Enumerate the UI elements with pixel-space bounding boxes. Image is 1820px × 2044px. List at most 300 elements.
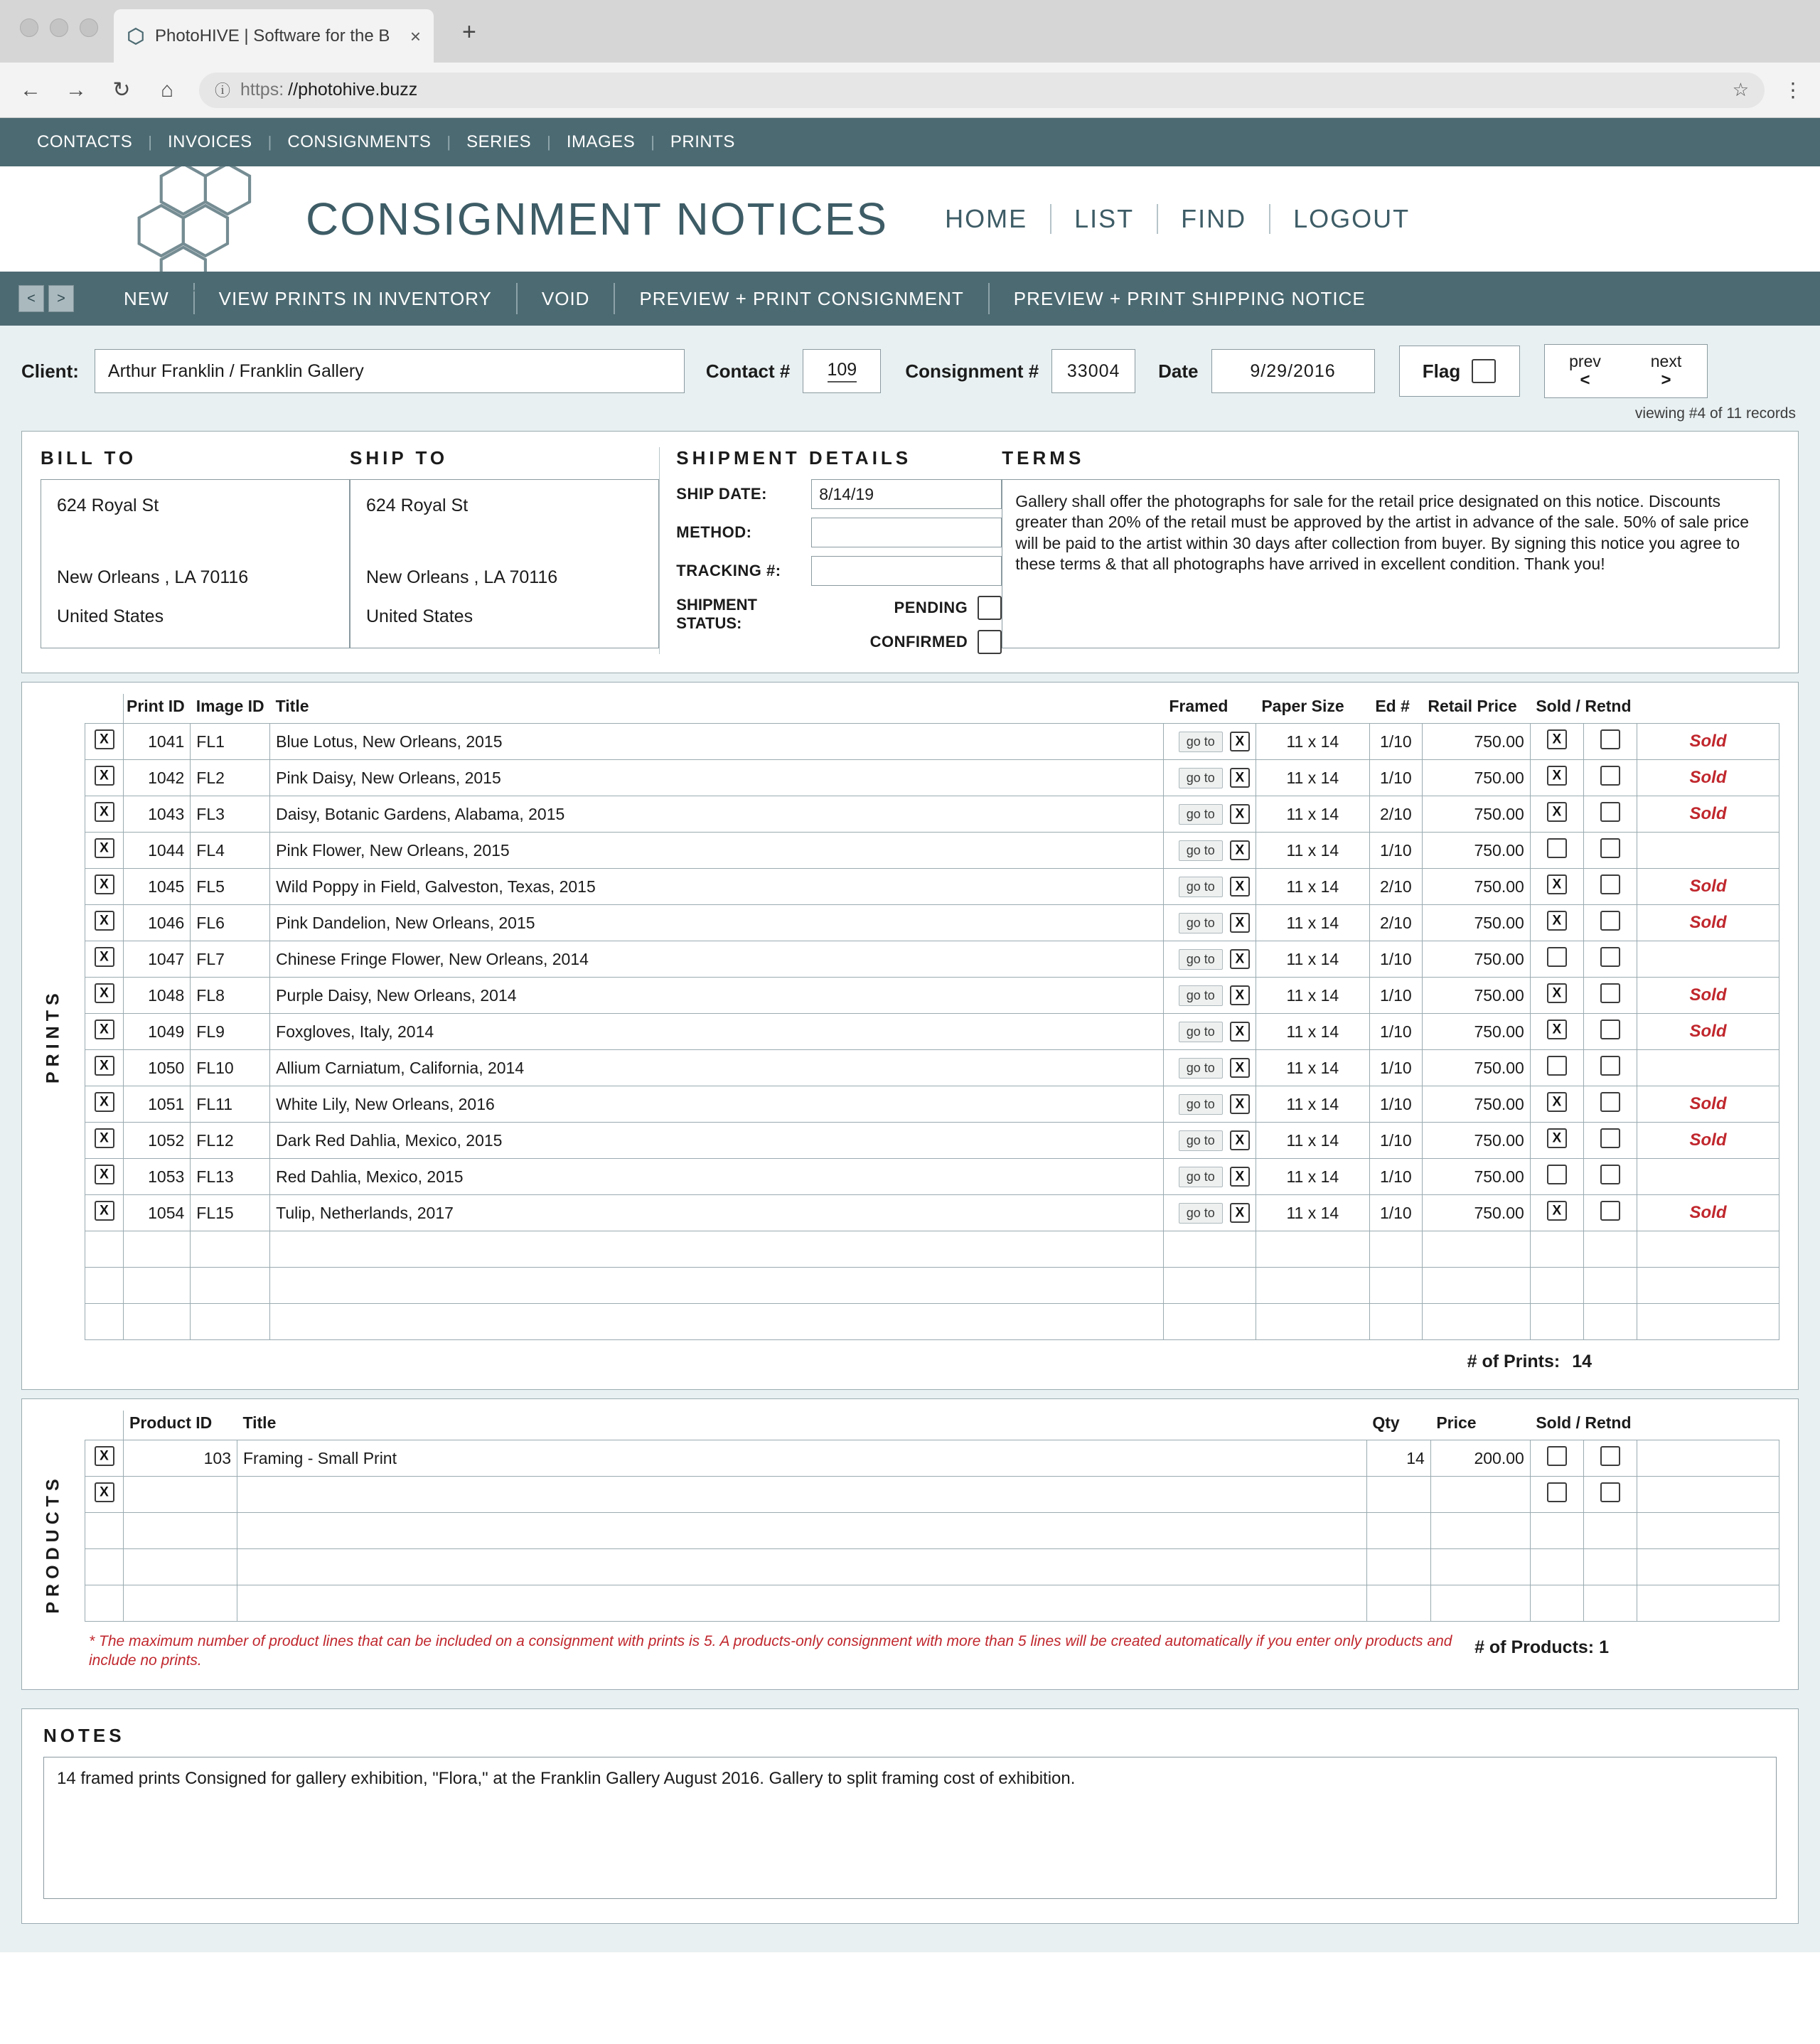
sold-checkbox[interactable]	[1547, 1056, 1567, 1076]
tab-title: PhotoHIVE | Software for the B	[155, 26, 390, 46]
row-delete-cell[interactable]	[85, 941, 124, 978]
go-to-print-button[interactable]: go to	[1179, 985, 1223, 1006]
retnd-checkbox[interactable]	[1600, 766, 1620, 786]
print-title-cell[interactable]: White Lily, New Orleans, 2016	[270, 1086, 1164, 1123]
framed-cell[interactable]	[1163, 833, 1256, 869]
retnd-cell[interactable]	[1583, 1268, 1637, 1304]
tracking-number-input[interactable]	[811, 556, 1002, 586]
edition-cell: 1/10	[1369, 724, 1422, 760]
sold-checkbox[interactable]	[1547, 766, 1567, 786]
retail-price-cell[interactable]	[1422, 1231, 1530, 1268]
framed-cell[interactable]	[1163, 796, 1256, 833]
edition-cell: 1/10	[1369, 833, 1422, 869]
date-label: Date	[1158, 360, 1199, 382]
sold-checkbox[interactable]	[1547, 1482, 1567, 1502]
bill-to-address[interactable]	[41, 479, 350, 648]
retnd-checkbox[interactable]	[1600, 838, 1620, 858]
header-link-find[interactable]: FIND	[1181, 204, 1247, 233]
retnd-cell[interactable]	[1583, 1549, 1637, 1585]
product-title-cell[interactable]	[237, 1513, 1367, 1549]
close-window-button[interactable]	[20, 18, 38, 37]
retail-price-cell[interactable]: 750.00	[1422, 869, 1530, 905]
retnd-cell[interactable]	[1583, 1440, 1637, 1477]
delete-row-checkbox[interactable]	[95, 1201, 114, 1221]
retail-price-cell[interactable]: 750.00	[1422, 1195, 1530, 1231]
framed-cell[interactable]	[1163, 869, 1256, 905]
retail-price-cell[interactable]: 750.00	[1422, 941, 1530, 978]
product-title-cell[interactable]	[237, 1585, 1367, 1622]
table-row[interactable]	[85, 796, 1779, 833]
delete-row-checkbox[interactable]	[95, 1165, 114, 1184]
method-input[interactable]	[811, 518, 1002, 547]
retail-price-cell[interactable]: 750.00	[1422, 1014, 1530, 1050]
client-input[interactable]: Arthur Franklin / Franklin Gallery	[95, 349, 685, 393]
record-stepper[interactable]	[18, 285, 74, 312]
retnd-cell[interactable]	[1583, 1014, 1637, 1050]
table-row[interactable]	[85, 869, 1779, 905]
print-title-cell[interactable]: Daisy, Botanic Gardens, Alabama, 2015	[270, 796, 1164, 833]
nav-item-prints[interactable]: PRINTS	[670, 132, 735, 151]
print-id-cell: 1041	[124, 724, 191, 760]
row-delete-cell[interactable]	[85, 1231, 124, 1268]
print-title-cell[interactable]: Wild Poppy in Field, Galveston, Texas, 2015	[270, 869, 1164, 905]
table-row[interactable]	[85, 1159, 1779, 1195]
framed-checkbox[interactable]	[1230, 1058, 1250, 1078]
header-link-logout[interactable]: LOGOUT	[1293, 204, 1410, 233]
table-row-empty[interactable]	[85, 1585, 1779, 1622]
table-row-empty[interactable]	[85, 1268, 1779, 1304]
retnd-cell[interactable]	[1583, 796, 1637, 833]
retnd-checkbox[interactable]	[1600, 911, 1620, 931]
delete-row-checkbox[interactable]	[95, 838, 114, 858]
framed-cell[interactable]	[1163, 1195, 1256, 1231]
edition-cell	[1369, 1231, 1422, 1268]
row-delete-cell[interactable]	[85, 1159, 124, 1195]
print-title-cell[interactable]: Tulip, Netherlands, 2017	[270, 1195, 1164, 1231]
sold-checkbox[interactable]	[1547, 1446, 1567, 1466]
price-cell[interactable]	[1430, 1513, 1530, 1549]
table-row[interactable]	[85, 1440, 1779, 1477]
framed-cell[interactable]	[1163, 1050, 1256, 1086]
view-prints-in-inventory-button[interactable]: VIEW PRINTS IN INVENTORY	[218, 287, 492, 309]
framed-cell[interactable]	[1163, 905, 1256, 941]
shipment-status-pending[interactable]	[811, 596, 1002, 620]
print-title-cell[interactable]: Blue Lotus, New Orleans, 2015	[270, 724, 1164, 760]
qty-cell[interactable]	[1366, 1549, 1430, 1585]
go-to-print-button[interactable]: go to	[1179, 913, 1223, 933]
maximize-window-button[interactable]	[80, 18, 98, 37]
sold-cell[interactable]	[1530, 1477, 1583, 1513]
row-delete-cell[interactable]	[85, 869, 124, 905]
go-to-print-button[interactable]: go to	[1179, 804, 1223, 825]
header-links	[922, 204, 1433, 234]
retnd-checkbox[interactable]	[1600, 983, 1620, 1003]
sold-cell[interactable]	[1530, 869, 1583, 905]
sold-checkbox[interactable]	[1547, 874, 1567, 894]
product-title-cell[interactable]	[237, 1477, 1367, 1513]
framed-checkbox[interactable]	[1230, 840, 1250, 860]
go-to-print-button[interactable]: go to	[1179, 1058, 1223, 1079]
framed-cell[interactable]	[1163, 941, 1256, 978]
window-traffic-lights[interactable]	[20, 18, 98, 37]
framed-checkbox[interactable]	[1230, 804, 1250, 824]
framed-checkbox[interactable]	[1230, 913, 1250, 933]
print-title-cell[interactable]: Foxgloves, Italy, 2014	[270, 1014, 1164, 1050]
forward-icon[interactable]: →	[65, 77, 87, 102]
address-bar[interactable]	[199, 73, 1765, 108]
notes-textarea[interactable]: 14 framed prints Consigned for gallery exhibition, "Flora," at the Franklin Gallery August 2016. Gallery to split framing cost of exhibition.	[43, 1757, 1777, 1899]
retnd-cell[interactable]	[1583, 1477, 1637, 1513]
row-delete-cell[interactable]	[85, 1086, 124, 1123]
nav-item-series[interactable]: SERIES	[466, 132, 532, 151]
row-delete-cell[interactable]	[85, 760, 124, 796]
qty-cell[interactable]	[1366, 1513, 1430, 1549]
new-tab-button[interactable]: +	[462, 18, 476, 46]
go-to-print-button[interactable]: go to	[1179, 768, 1223, 788]
preview-print-shipping-notice-button[interactable]: PREVIEW + PRINT SHIPPING NOTICE	[1013, 287, 1366, 309]
framed-checkbox[interactable]	[1230, 732, 1250, 751]
sold-cell[interactable]	[1530, 760, 1583, 796]
table-row[interactable]	[85, 1086, 1779, 1123]
row-delete-cell[interactable]	[85, 1123, 124, 1159]
browser-menu-icon[interactable]: ⋮	[1783, 78, 1803, 101]
row-delete-cell[interactable]	[85, 905, 124, 941]
browser-tab[interactable]	[114, 9, 434, 63]
paper-size-cell: 11 x 14	[1256, 869, 1369, 905]
sold-checkbox[interactable]	[1547, 1092, 1567, 1112]
retnd-checkbox[interactable]	[1600, 1020, 1620, 1039]
row-delete-cell[interactable]	[85, 1477, 124, 1513]
retail-price-cell[interactable]: 750.00	[1422, 1086, 1530, 1123]
ship-date-input[interactable]: 8/14/19	[811, 479, 1002, 509]
close-icon[interactable]: ×	[410, 25, 421, 47]
go-to-print-button[interactable]: go to	[1179, 732, 1223, 752]
retail-price-cell[interactable]	[1422, 1304, 1530, 1340]
reload-icon[interactable]: ↻	[112, 77, 131, 102]
delete-row-checkbox[interactable]	[95, 802, 114, 822]
print-title-cell[interactable]	[270, 1268, 1164, 1304]
retnd-checkbox[interactable]	[1600, 874, 1620, 894]
nav-item-invoices[interactable]: INVOICES	[167, 132, 252, 151]
retnd-checkbox[interactable]	[1600, 729, 1620, 749]
row-delete-cell[interactable]	[85, 1268, 124, 1304]
table-row[interactable]	[85, 724, 1779, 760]
retail-price-cell[interactable]: 750.00	[1422, 1050, 1530, 1086]
print-title-cell[interactable]: Pink Flower, New Orleans, 2015	[270, 833, 1164, 869]
home-icon[interactable]: ⌂	[160, 77, 174, 102]
row-delete-cell[interactable]	[85, 1585, 124, 1622]
bookmark-star-icon[interactable]: ☆	[1732, 79, 1749, 100]
print-title-cell[interactable]: Red Dahlia, Mexico, 2015	[270, 1159, 1164, 1195]
go-to-print-button[interactable]: go to	[1179, 1022, 1223, 1042]
print-title-cell[interactable]: Chinese Fringe Flower, New Orleans, 2014	[270, 941, 1164, 978]
sold-checkbox[interactable]	[1547, 911, 1567, 931]
product-title-cell[interactable]: Framing - Small Print	[237, 1440, 1367, 1477]
row-delete-cell[interactable]	[85, 1050, 124, 1086]
sold-cell[interactable]	[1530, 1014, 1583, 1050]
delete-row-checkbox[interactable]	[95, 1446, 114, 1466]
retnd-checkbox[interactable]	[1600, 1128, 1620, 1148]
table-row[interactable]	[85, 760, 1779, 796]
sold-checkbox[interactable]	[1547, 1128, 1567, 1148]
pending-checkbox[interactable]	[978, 596, 1002, 620]
sold-checkbox[interactable]	[1547, 1201, 1567, 1221]
table-row[interactable]	[85, 941, 1779, 978]
go-to-print-button[interactable]: go to	[1179, 1094, 1223, 1115]
table-row-empty[interactable]	[85, 1304, 1779, 1340]
qty-cell[interactable]: 14	[1366, 1440, 1430, 1477]
print-title-cell[interactable]	[270, 1231, 1164, 1268]
consignment-number-input[interactable]: 33004	[1051, 349, 1135, 393]
retnd-cell[interactable]	[1583, 905, 1637, 941]
retail-price-cell[interactable]: 750.00	[1422, 724, 1530, 760]
header-link-home[interactable]: HOME	[945, 204, 1028, 233]
retnd-cell[interactable]	[1583, 978, 1637, 1014]
sold-checkbox[interactable]	[1547, 947, 1567, 967]
sold-cell[interactable]	[1530, 1440, 1583, 1477]
table-row[interactable]	[85, 1195, 1779, 1231]
retail-price-cell[interactable]: 750.00	[1422, 760, 1530, 796]
delete-row-checkbox[interactable]	[95, 1056, 114, 1076]
print-title-cell[interactable]: Purple Daisy, New Orleans, 2014	[270, 978, 1164, 1014]
new-button[interactable]: NEW	[124, 287, 169, 309]
sold-checkbox[interactable]	[1547, 729, 1567, 749]
retnd-checkbox[interactable]	[1600, 947, 1620, 967]
sold-cell[interactable]	[1530, 1086, 1583, 1123]
void-button[interactable]: VOID	[541, 287, 590, 309]
nav-item-images[interactable]: IMAGES	[566, 132, 636, 151]
framed-cell[interactable]	[1163, 1304, 1256, 1340]
back-icon[interactable]: ←	[20, 77, 41, 102]
framed-cell[interactable]	[1163, 1231, 1256, 1268]
product-title-cell[interactable]	[237, 1549, 1367, 1585]
retail-price-cell[interactable]: 750.00	[1422, 1123, 1530, 1159]
table-row[interactable]	[85, 978, 1779, 1014]
framed-cell[interactable]	[1163, 1268, 1256, 1304]
price-cell[interactable]	[1430, 1549, 1530, 1585]
row-delete-cell[interactable]	[85, 978, 124, 1014]
retnd-cell[interactable]	[1583, 1304, 1637, 1340]
table-row[interactable]	[85, 1123, 1779, 1159]
delete-row-checkbox[interactable]	[95, 1092, 114, 1112]
sold-cell[interactable]	[1530, 1268, 1583, 1304]
row-delete-cell[interactable]	[85, 1549, 124, 1585]
paper-size-cell: 11 x 14	[1256, 833, 1369, 869]
sold-cell[interactable]	[1530, 796, 1583, 833]
sold-checkbox[interactable]	[1547, 983, 1567, 1003]
framed-checkbox[interactable]	[1230, 1167, 1250, 1187]
tracking-number-label: TRACKING #:	[676, 562, 781, 579]
sold-cell[interactable]	[1530, 1231, 1583, 1268]
retnd-cell[interactable]	[1583, 760, 1637, 796]
framed-checkbox[interactable]	[1230, 949, 1250, 969]
retnd-checkbox[interactable]	[1600, 1201, 1620, 1221]
price-cell[interactable]	[1430, 1477, 1530, 1513]
go-to-print-button[interactable]: go to	[1179, 1130, 1223, 1151]
framed-cell[interactable]	[1163, 724, 1256, 760]
framed-checkbox[interactable]	[1230, 985, 1250, 1005]
sold-checkbox[interactable]	[1547, 1165, 1567, 1184]
retnd-cell[interactable]	[1583, 1050, 1637, 1086]
ship-to-section	[350, 447, 659, 654]
sold-cell[interactable]	[1530, 1159, 1583, 1195]
image-id-cell: FL7	[191, 941, 270, 978]
row-delete-cell[interactable]	[85, 833, 124, 869]
retnd-cell[interactable]	[1583, 1231, 1637, 1268]
terms-text[interactable]: Gallery shall offer the photographs for sale for the retail price designated on this notice. Discounts greater than 20% of the retail must be approved by the artist in advance of the sale. 50% of sale price will be paid to the artist within 30 days after collection from buyer. By signing this notice you agree to these terms & that all photographs have arrived in excellent condition. Thank you!	[1002, 479, 1779, 648]
retnd-cell[interactable]	[1583, 1123, 1637, 1159]
delete-row-checkbox[interactable]	[95, 1020, 114, 1039]
sold-checkbox[interactable]	[1547, 1020, 1567, 1039]
row-delete-cell[interactable]	[85, 1513, 124, 1549]
sold-status-badge: Sold	[1689, 985, 1727, 1005]
record-next-button[interactable]: >	[48, 285, 74, 312]
shipment-status-confirmed[interactable]	[811, 630, 1002, 654]
framed-cell[interactable]	[1163, 760, 1256, 796]
go-to-print-button[interactable]: go to	[1179, 877, 1223, 897]
ship-to-address[interactable]	[350, 479, 659, 648]
go-to-print-button[interactable]: go to	[1179, 1203, 1223, 1224]
sold-checkbox[interactable]	[1547, 802, 1567, 822]
go-to-print-button[interactable]: go to	[1179, 1167, 1223, 1187]
delete-row-checkbox[interactable]	[95, 983, 114, 1003]
minimize-window-button[interactable]	[50, 18, 68, 37]
retnd-cell[interactable]	[1583, 941, 1637, 978]
sold-cell[interactable]	[1530, 1585, 1583, 1622]
retail-price-cell[interactable]: 750.00	[1422, 796, 1530, 833]
flag-checkbox[interactable]	[1472, 359, 1496, 383]
table-row-empty[interactable]	[85, 1231, 1779, 1268]
sold-status-badge: Sold	[1689, 768, 1727, 787]
framed-cell[interactable]	[1163, 1159, 1256, 1195]
retnd-cell[interactable]	[1583, 1195, 1637, 1231]
nav-item-consignments[interactable]: CONSIGNMENTS	[287, 132, 432, 151]
row-delete-cell[interactable]	[85, 796, 124, 833]
retnd-checkbox[interactable]	[1600, 1056, 1620, 1076]
delete-row-checkbox[interactable]	[95, 947, 114, 967]
table-row[interactable]	[85, 1050, 1779, 1086]
retnd-cell[interactable]	[1583, 724, 1637, 760]
table-row-empty[interactable]	[85, 1513, 1779, 1549]
retnd-cell[interactable]	[1583, 1086, 1637, 1123]
row-delete-cell[interactable]	[85, 1014, 124, 1050]
sold-cell[interactable]	[1530, 1549, 1583, 1585]
prev-record-button[interactable]	[1545, 345, 1626, 397]
row-delete-cell[interactable]	[85, 1195, 124, 1231]
retail-price-cell[interactable]: 750.00	[1422, 905, 1530, 941]
retnd-checkbox[interactable]	[1600, 1092, 1620, 1112]
next-record-button[interactable]	[1626, 345, 1707, 397]
retail-price-cell[interactable]: 750.00	[1422, 1159, 1530, 1195]
go-to-print-button[interactable]: go to	[1179, 949, 1223, 970]
image-id-cell: FL9	[191, 1014, 270, 1050]
price-cell[interactable]	[1430, 1585, 1530, 1622]
header-link-list[interactable]: LIST	[1074, 204, 1135, 233]
retail-price-cell[interactable]	[1422, 1268, 1530, 1304]
flag-toggle[interactable]	[1399, 346, 1520, 397]
sold-cell[interactable]	[1530, 724, 1583, 760]
retnd-cell[interactable]	[1583, 833, 1637, 869]
sold-cell[interactable]	[1530, 905, 1583, 941]
retnd-cell[interactable]	[1583, 1513, 1637, 1549]
retnd-checkbox[interactable]	[1600, 1165, 1620, 1184]
framed-cell[interactable]	[1163, 1086, 1256, 1123]
go-to-print-button[interactable]: go to	[1179, 840, 1223, 861]
retnd-checkbox[interactable]	[1600, 1446, 1620, 1466]
framed-checkbox[interactable]	[1230, 768, 1250, 788]
print-title-cell[interactable]	[270, 1304, 1164, 1340]
sold-cell[interactable]	[1530, 1195, 1583, 1231]
price-cell[interactable]: 200.00	[1430, 1440, 1530, 1477]
prev-next-record-control[interactable]	[1544, 344, 1708, 398]
delete-row-checkbox[interactable]	[95, 729, 114, 749]
retail-price-cell[interactable]: 750.00	[1422, 833, 1530, 869]
table-row[interactable]	[85, 1014, 1779, 1050]
confirmed-checkbox[interactable]	[978, 630, 1002, 654]
print-title-cell[interactable]: Allium Carniatum, California, 2014	[270, 1050, 1164, 1086]
table-row-empty[interactable]	[85, 1549, 1779, 1585]
framed-checkbox[interactable]	[1230, 1094, 1250, 1114]
nav-item-contacts[interactable]: CONTACTS	[37, 132, 133, 151]
delete-row-checkbox[interactable]	[95, 1128, 114, 1148]
products-count	[1474, 1622, 1779, 1658]
framed-checkbox[interactable]	[1230, 1130, 1250, 1150]
sold-cell[interactable]	[1530, 941, 1583, 978]
retnd-cell[interactable]	[1583, 1585, 1637, 1622]
retnd-cell[interactable]	[1583, 1159, 1637, 1195]
qty-cell[interactable]	[1366, 1477, 1430, 1513]
qty-cell[interactable]	[1366, 1585, 1430, 1622]
preview-print-consignment-button[interactable]: PREVIEW + PRINT CONSIGNMENT	[639, 287, 964, 309]
row-delete-cell[interactable]	[85, 1440, 124, 1477]
sold-checkbox[interactable]	[1547, 838, 1567, 858]
date-input[interactable]: 9/29/2016	[1211, 349, 1375, 393]
framed-checkbox[interactable]	[1230, 1022, 1250, 1042]
retail-price-cell[interactable]: 750.00	[1422, 978, 1530, 1014]
sold-cell[interactable]	[1530, 978, 1583, 1014]
row-delete-cell[interactable]	[85, 1304, 124, 1340]
contact-number-value[interactable]	[803, 349, 881, 393]
table-row[interactable]	[85, 1477, 1779, 1513]
delete-row-checkbox[interactable]	[95, 1482, 114, 1502]
record-prev-button[interactable]: <	[18, 285, 44, 312]
print-id-cell: 1042	[124, 760, 191, 796]
framed-cell[interactable]	[1163, 978, 1256, 1014]
sold-cell[interactable]	[1530, 1304, 1583, 1340]
framed-cell[interactable]	[1163, 1014, 1256, 1050]
table-row[interactable]	[85, 905, 1779, 941]
row-delete-cell[interactable]	[85, 724, 124, 760]
print-title-cell[interactable]: Pink Dandelion, New Orleans, 2015	[270, 905, 1164, 941]
products-count-label: # of Products:	[1474, 1637, 1595, 1657]
retnd-checkbox[interactable]	[1600, 802, 1620, 822]
delete-row-checkbox[interactable]	[95, 766, 114, 786]
framed-checkbox[interactable]	[1230, 1203, 1250, 1223]
sold-cell[interactable]	[1530, 1123, 1583, 1159]
retnd-checkbox[interactable]	[1600, 1482, 1620, 1502]
sold-cell[interactable]	[1530, 833, 1583, 869]
table-row[interactable]	[85, 833, 1779, 869]
retnd-cell[interactable]	[1583, 869, 1637, 905]
framed-cell[interactable]	[1163, 1123, 1256, 1159]
print-title-cell[interactable]: Dark Red Dahlia, Mexico, 2015	[270, 1123, 1164, 1159]
delete-row-checkbox[interactable]	[95, 874, 114, 894]
sold-cell[interactable]	[1530, 1513, 1583, 1549]
delete-row-checkbox[interactable]	[95, 911, 114, 931]
print-title-cell[interactable]: Pink Daisy, New Orleans, 2015	[270, 760, 1164, 796]
framed-checkbox[interactable]	[1230, 877, 1250, 897]
sold-cell[interactable]	[1530, 1050, 1583, 1086]
